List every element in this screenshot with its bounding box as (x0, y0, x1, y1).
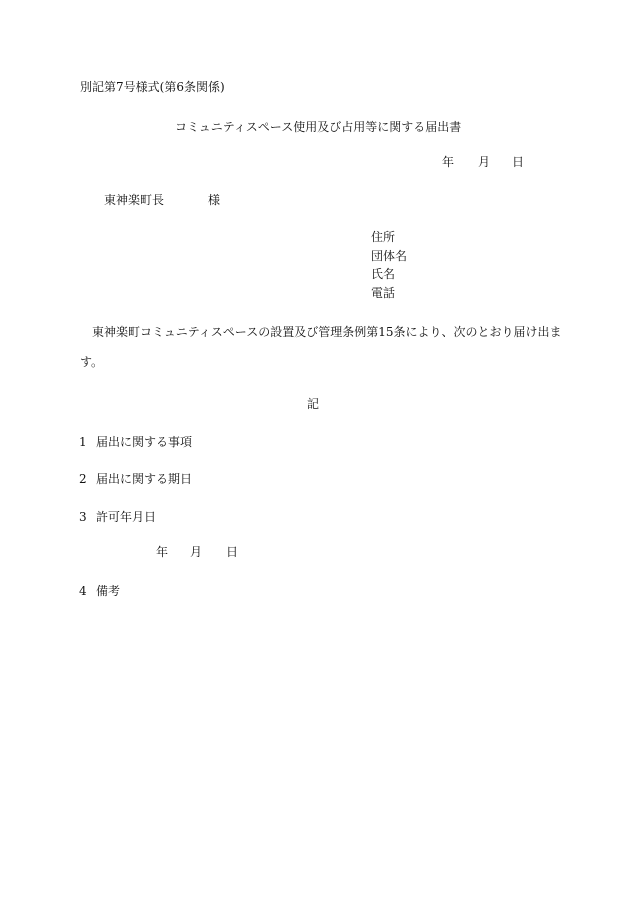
item-label: 届出に関する期日 (96, 472, 193, 486)
item-number: 3 (79, 510, 87, 524)
ki-heading: 記 (307, 397, 320, 411)
date-month-label: 月 (478, 155, 491, 169)
name-field-label: 氏名 (371, 267, 396, 281)
permit-date-month-label: 月 (190, 545, 203, 559)
addressee: 東神楽町長 (104, 193, 165, 207)
body-text-line-1: 東神楽町コミュニティスペースの設置及び管理条例第15条により、次のとおり届け出ま (92, 325, 562, 339)
form-reference: 別記第7号様式(第6条関係) (80, 80, 225, 94)
item-number: 2 (79, 472, 87, 486)
item-label: 届出に関する事項 (96, 435, 193, 449)
phone-field-label: 電話 (371, 286, 396, 300)
body-text-line-2: す。 (80, 355, 104, 369)
date-day-label: 日 (512, 155, 525, 169)
document-title: コミュニティスペース使用及び占用等に関する届出書 (175, 120, 462, 134)
item-number: 4 (79, 584, 87, 598)
permit-date-year-label: 年 (156, 545, 169, 559)
permit-date-day-label: 日 (226, 545, 239, 559)
address-field-label: 住所 (371, 230, 396, 244)
date-year-label: 年 (442, 155, 455, 169)
item-number: 1 (79, 435, 87, 449)
group-name-field-label: 団体名 (371, 249, 408, 263)
item-label: 許可年月日 (96, 510, 157, 524)
item-label: 備考 (96, 584, 121, 598)
honorific: 様 (208, 193, 221, 207)
